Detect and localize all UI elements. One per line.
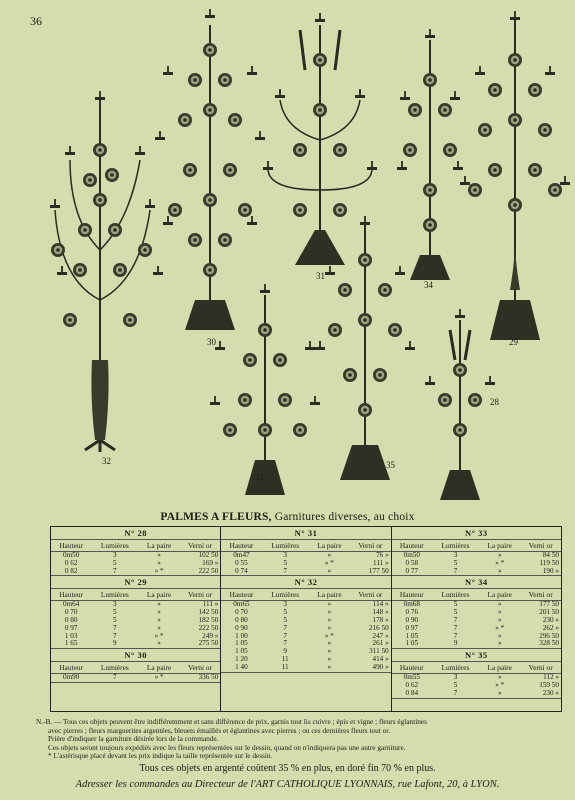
table-cell: » <box>327 615 332 624</box>
table-row <box>392 690 561 698</box>
table-cell: 1 05 <box>405 631 419 640</box>
table-cell: » <box>157 639 161 648</box>
model-number: N° 33 <box>392 527 561 540</box>
notes <box>36 718 556 761</box>
table-cell: 216 50 <box>368 623 389 632</box>
model-number: N° 29 <box>51 576 220 589</box>
table-cell: » <box>497 688 502 697</box>
table-cell: 0 80 <box>235 615 248 624</box>
column-header: La paire <box>138 662 179 674</box>
figure-label-34: 34 <box>424 280 433 290</box>
table-cell: 5 <box>283 608 287 617</box>
table-cell: 0 74 <box>235 566 248 575</box>
price-tables <box>50 526 562 712</box>
candelabrum-30 <box>155 9 265 330</box>
table-cell: 3 <box>453 551 458 559</box>
column-header: Hauteur <box>221 589 261 601</box>
price-block-n29 <box>51 576 220 649</box>
table-cell: 0m55 <box>403 673 420 682</box>
column-header: Hauteur <box>51 662 91 674</box>
price-block-n33 <box>392 527 561 576</box>
table-cell: » <box>327 662 332 671</box>
table-cell: 5 <box>453 680 458 689</box>
table-cell: 201 50 <box>539 608 559 617</box>
table-cell: » <box>327 647 332 656</box>
figure-label-32: 32 <box>102 456 111 466</box>
table-cell: 0m64 <box>62 600 80 609</box>
price-block-n35 <box>392 649 561 698</box>
table-cell: 5 <box>113 608 117 617</box>
table-cell: 336 50 <box>198 673 219 682</box>
table-cell: » <box>157 600 161 609</box>
table-cell: 7 <box>113 673 117 682</box>
column-header: La paire <box>479 662 520 674</box>
table-cell: 222 50 <box>198 566 219 575</box>
table-cell: 0m68 <box>403 600 420 609</box>
table-cell: 148 » <box>372 608 389 617</box>
table-cell: 0 97 <box>405 623 419 632</box>
column-header: La paire <box>138 589 179 601</box>
table-cell: 230 » <box>542 615 559 624</box>
model-number: N° 30 <box>51 649 220 662</box>
column-header: Verni or <box>520 662 561 674</box>
price-column-3 <box>392 527 561 711</box>
table-cell: 1 05 <box>235 639 248 648</box>
model-number: N° 28 <box>51 527 220 540</box>
table-cell: 0 76 <box>405 608 419 617</box>
table-cell: 1 03 <box>64 631 78 640</box>
note-line: * L'astérisque placé devant les prix indique la taille représentée sur le dessin. <box>48 751 273 761</box>
table-cell: » * <box>495 623 505 632</box>
table-cell: 112 » <box>543 673 559 682</box>
table-cell: 0 90 <box>235 623 248 632</box>
table-cell: » <box>497 615 502 624</box>
column-header: Verni or <box>350 589 391 601</box>
column-header: Verni or <box>180 540 221 552</box>
table-cell: » <box>327 551 332 559</box>
candelabrum-28 <box>425 309 495 500</box>
column-header: La paire <box>479 589 520 601</box>
table-cell: 0 62 <box>405 680 419 689</box>
table-cell: » * <box>154 566 164 575</box>
price-table <box>221 540 390 575</box>
table-cell: 0 62 <box>64 558 78 567</box>
table-cell: 3 <box>113 600 117 609</box>
figure-label-30: 30 <box>207 337 216 347</box>
table-cell: » <box>157 608 161 617</box>
table-row <box>221 568 390 576</box>
table-cell: 490 » <box>372 662 389 671</box>
table-cell: 102 50 <box>198 551 219 559</box>
table-cell: 9 <box>113 639 117 648</box>
column-header: Hauteur <box>392 589 432 601</box>
table-cell: 247 » <box>372 631 389 640</box>
table-cell: 0 58 <box>405 558 419 567</box>
table-cell: 0m50 <box>403 551 420 559</box>
column-header: Hauteur <box>392 540 432 552</box>
table-cell: 3 <box>283 600 287 609</box>
table-cell: 0 82 <box>64 566 78 575</box>
figure-label-33: 33 <box>255 472 264 482</box>
price-table <box>51 540 220 575</box>
table-cell: » * <box>495 558 505 567</box>
table-cell: 9 <box>453 639 458 648</box>
table-cell: 7 <box>453 688 458 697</box>
column-header: Lumières <box>262 589 309 601</box>
figure-label-35: 35 <box>386 460 395 470</box>
column-header: La paire <box>309 540 350 552</box>
table-cell: 0 70 <box>235 608 248 617</box>
note-line: Ces objets seront toujours expédiés avec les fleurs représentées sur le dessin, quand on n'indiquera pas une autre garniture. <box>48 742 406 752</box>
table-cell: 249 » <box>202 631 219 640</box>
table-cell: » <box>497 631 502 640</box>
table-cell: 7 <box>283 639 287 648</box>
column-header: Verni or <box>350 540 391 552</box>
column-header: La paire <box>479 540 520 552</box>
table-cell: » <box>497 608 502 617</box>
column-header: Verni or <box>180 589 221 601</box>
table-cell: » <box>327 639 332 648</box>
table-cell: » * <box>324 631 334 640</box>
model-number: N° 34 <box>392 576 561 589</box>
address-line: Adresser les commandes au Directeur de l'ART CATHOLIQUE LYONNAIS, rue Lafont, 20, à LYON. <box>75 779 500 790</box>
table-cell: » * <box>154 631 164 640</box>
table-cell: 296 50 <box>539 631 559 640</box>
table-cell: 1 40 <box>235 662 248 671</box>
table-cell: 5 <box>453 558 458 567</box>
table-cell: 111 » <box>202 600 219 609</box>
column-header: Hauteur <box>51 540 91 552</box>
column-header: Lumières <box>262 540 309 552</box>
table-cell: » <box>497 673 502 682</box>
table-cell: 84 50 <box>542 551 559 559</box>
title-sub: Garnitures diverses, au choix <box>274 511 415 523</box>
table-cell: » <box>327 566 332 575</box>
table-cell: 1 00 <box>235 631 248 640</box>
price-table <box>51 589 220 648</box>
table-cell: » * <box>154 673 164 682</box>
table-cell: 9 <box>283 647 287 656</box>
table-cell: 5 <box>453 600 458 609</box>
table-cell: 5 <box>113 558 117 567</box>
table-row <box>51 674 220 682</box>
table-cell: » <box>497 551 502 559</box>
column-header: Verni or <box>520 540 561 552</box>
column-header: Lumières <box>91 540 138 552</box>
table-cell: 1 05 <box>405 639 419 648</box>
table-cell: 159 50 <box>539 680 559 689</box>
table-cell: 5 <box>283 615 287 624</box>
candelabrum-31 <box>263 13 377 265</box>
table-cell: 7 <box>453 566 458 575</box>
table-cell: 1 05 <box>235 647 248 656</box>
table-cell: 0m65 <box>233 600 250 609</box>
column-header: Verni or <box>520 589 561 601</box>
table-cell: 5 <box>113 615 117 624</box>
table-cell: 0m50 <box>62 551 80 559</box>
table-cell: 7 <box>453 623 458 632</box>
table-cell: » <box>327 600 332 609</box>
candelabrum-34 <box>397 29 463 280</box>
table-cell: 0 80 <box>64 615 78 624</box>
table-cell: 7 <box>113 623 117 632</box>
table-cell: 76 » <box>376 551 389 559</box>
price-column-2 <box>221 527 391 711</box>
table-cell: » <box>497 566 502 575</box>
title-main: PALMES A FLEURS, <box>160 511 272 523</box>
table-cell: 182 50 <box>198 615 219 624</box>
note-line: avec pierres ; fleurs marguerites argentées, bleuets émaillés et églantines avec pierres ; ou ces dernières fleurs tout or. <box>48 725 391 735</box>
price-block-n28 <box>51 527 220 576</box>
price-block-n31 <box>221 527 390 576</box>
table-cell: 5 <box>283 558 287 567</box>
table-cell: 328 50 <box>539 639 559 648</box>
table-cell: 0 77 <box>405 566 419 575</box>
table-cell: 5 <box>453 608 458 617</box>
section-title <box>0 511 575 523</box>
table-cell: 230 » <box>542 688 559 697</box>
table-cell: 414 » <box>372 654 389 663</box>
table-cell: 114 » <box>372 600 389 609</box>
page-number: 36 <box>30 14 42 28</box>
table-row <box>221 664 390 672</box>
column-header: Verni or <box>180 662 221 674</box>
table-cell: » * <box>495 680 505 689</box>
price-table <box>392 540 561 575</box>
column-header: La paire <box>309 589 350 601</box>
table-cell: 275 50 <box>198 639 219 648</box>
table-cell: 169 » <box>202 558 219 567</box>
table-cell: 7 <box>453 615 458 624</box>
table-cell: 119 50 <box>539 558 559 567</box>
note-line: N.-B. — Tous ces objets peuvent être indifféremment et sans différence de prix, garnis tout lis cuivre ; épis et vigne ; fleurs églantines <box>36 717 427 726</box>
table-cell: 178 » <box>372 615 389 624</box>
column-header: Lumières <box>432 662 479 674</box>
table-cell: 0 84 <box>405 688 419 697</box>
table-row <box>51 568 220 576</box>
table-cell: 0 70 <box>64 608 78 617</box>
table-cell: 311 50 <box>369 647 389 656</box>
table-cell: 262 » <box>542 623 559 632</box>
table-cell: 222 50 <box>198 623 219 632</box>
table-cell: 0 55 <box>235 558 248 567</box>
table-cell: 142 50 <box>198 608 219 617</box>
table-cell: 3 <box>113 551 117 559</box>
model-number: N° 31 <box>221 527 390 540</box>
table-cell: 7 <box>283 631 287 640</box>
table-cell: 7 <box>283 623 287 632</box>
table-cell: » <box>157 615 161 624</box>
figure-label-29: 29 <box>509 337 518 347</box>
prices-line: Tous ces objets en argenté coûtent 35 % en plus, en doré fin 70 % en plus. <box>139 763 436 774</box>
table-cell: 0m47 <box>233 551 250 559</box>
model-number: N° 32 <box>221 576 390 589</box>
column-header: La paire <box>138 540 179 552</box>
candelabrum-29 <box>460 11 570 340</box>
price-block-n34 <box>392 576 561 649</box>
table-cell: 111 » <box>373 558 389 567</box>
table-row <box>392 568 561 576</box>
figure-label-31: 31 <box>316 271 325 281</box>
column-header: Hauteur <box>51 589 91 601</box>
figure-label-28: 28 <box>490 397 499 407</box>
table-cell: 7 <box>453 631 458 640</box>
column-header: Hauteur <box>392 662 432 674</box>
candelabrum-32 <box>50 91 163 452</box>
column-header: Lumières <box>91 662 138 674</box>
table-cell: 0 90 <box>405 615 419 624</box>
price-block-n32 <box>221 576 390 672</box>
table-cell: 1 20 <box>235 654 248 663</box>
column-header: Lumières <box>91 589 138 601</box>
table-cell: 177 50 <box>539 600 559 609</box>
table-cell: » * <box>324 558 334 567</box>
table-cell: 0 97 <box>64 623 78 632</box>
model-number: N° 35 <box>392 649 561 662</box>
table-cell: » <box>157 623 161 632</box>
table-cell: » <box>327 608 332 617</box>
table-cell: 3 <box>283 551 287 559</box>
price-column-1 <box>51 527 221 711</box>
column-header: Lumières <box>432 540 479 552</box>
table-cell: 261 » <box>372 639 389 648</box>
table-row <box>392 640 561 648</box>
table-cell: » <box>157 551 161 559</box>
price-table <box>392 662 561 697</box>
table-cell: 0m90 <box>62 673 80 682</box>
table-row <box>51 640 220 648</box>
table-cell: 190 » <box>542 566 559 575</box>
column-header: Lumières <box>432 589 479 601</box>
table-cell: 177 50 <box>368 566 389 575</box>
price-table <box>51 662 220 682</box>
table-cell: » <box>157 558 161 567</box>
table-cell: 1 65 <box>64 639 78 648</box>
table-cell: 11 <box>281 654 289 663</box>
price-table <box>221 589 390 671</box>
table-cell: 7 <box>113 631 117 640</box>
table-cell: » <box>497 639 502 648</box>
table-cell: » <box>497 600 502 609</box>
note-line: Prière d'indiquer la garniture désirée lors de la commande. <box>48 734 219 744</box>
price-table <box>392 589 561 648</box>
table-cell: 11 <box>281 662 289 671</box>
column-header: Hauteur <box>221 540 261 552</box>
table-cell: 3 <box>453 673 458 682</box>
table-cell: » <box>327 623 332 632</box>
price-block-n30 <box>51 649 220 683</box>
table-cell: » <box>327 654 332 663</box>
table-cell: 7 <box>113 566 117 575</box>
table-cell: 7 <box>283 566 287 575</box>
